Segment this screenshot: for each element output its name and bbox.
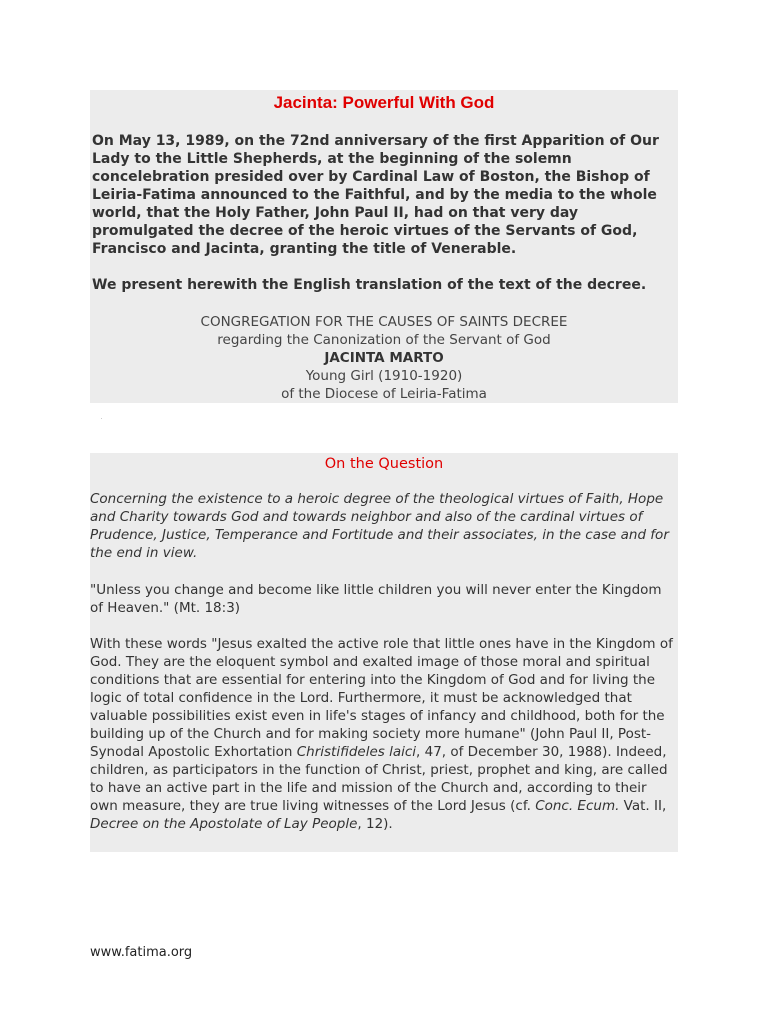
citation-italic: Decree on the Apostolate of Lay People [90, 816, 358, 832]
decree-line-congregation: CONGREGATION FOR THE CAUSES OF SAINTS DECREE [200, 314, 568, 330]
decree-heading [90, 313, 678, 403]
decree-line-regarding: regarding the Canonization of the Servant of God [217, 332, 551, 348]
footer-url: www.fatima.org [90, 945, 193, 960]
body-text: , 12). [357, 816, 393, 832]
citation-italic: Conc. Ecum. [535, 798, 620, 814]
section-title: On the Question [324, 456, 444, 472]
question-section [90, 453, 678, 852]
body-paragraph [90, 635, 678, 833]
section-title: Jacinta: Powerful With God [273, 93, 495, 112]
decree-line-diocese: of the Diocese of Leiria-Fatima [281, 386, 487, 402]
body-text: With these words "Jesus exalted the active role that little ones have in the Kingdom of God. They are the eloquent symbol and exalted image of those moral and spiritual conditions that are essential for entering into the Kingdom of God and for living the logic of total confidence in the Lord. Furthermore, it must be acknowledged that valuable possibilities exist even in life's stages of infancy and childhood, both for the building up of the Church and for making society more humane" (John Paul II, Post-Synodal Apostolic Exhortation [90, 636, 673, 760]
decree-line-years: Young Girl (1910-1920) [305, 368, 463, 384]
decree-servant-name: JACINTA MARTO [324, 350, 444, 366]
question-paragraph: Concerning the existence to a heroic degree of the theological virtues of Faith, Hope and Charity towards God and towards neighbor and also of the cardinal virtues of Prudence, Justice, Temperance and Fortitude and their associates, in the case and for the end in view. [90, 491, 669, 561]
citation-italic: Christifideles laici [296, 744, 417, 760]
intro-paragraph: On May 13, 1989, on the 72nd anniversary of the first Apparition of Our Lady to the Little Shepherds, at the beginning of the solemn concelebration presided over by Cardinal Law of Boston, the Bishop of Leiria-Fatima announced to the Faithful, and by the media to the whole world, that the Holy Father, John Paul II, had on that very day promulgated the decree of the heroic virtues of the Servants of God, Francisco and Jacinta, granting the title of Venerable. [92, 133, 659, 257]
scripture-quote: "Unless you change and become like little children you will never enter the Kingdom of Heaven." (Mt. 18:3) [90, 582, 662, 616]
decree-intro-section [90, 90, 678, 403]
body-text: , 47, of December 30, 1988). Indeed, children, as participators in the function of Christ, priest, prophet and king, are called to have an active part in the life and mission of the Church and, according to their own measure, they are true living witnesses of the Lord Jesus (cf. [90, 744, 668, 814]
body-text: Vat. II, [619, 798, 667, 814]
stray-dot [101, 418, 102, 419]
translation-note: We present herewith the English translation of the text of the decree. [92, 277, 647, 293]
